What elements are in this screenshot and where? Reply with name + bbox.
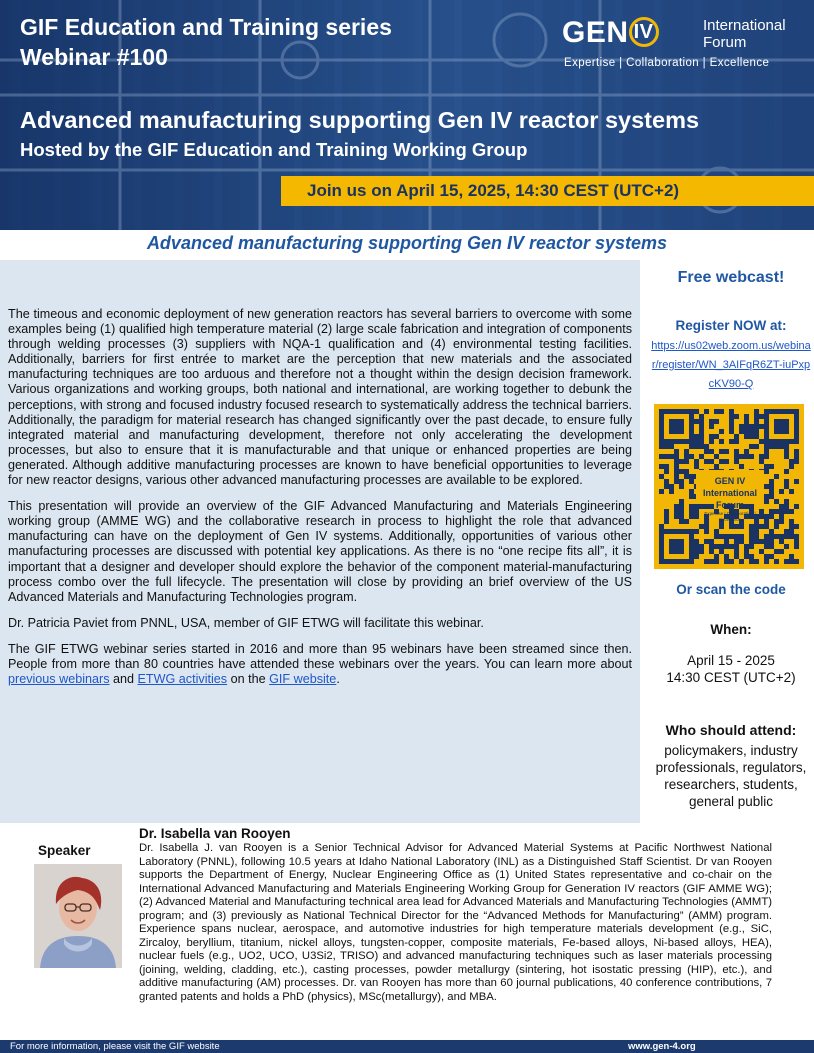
speaker-label: Speaker <box>38 843 91 858</box>
logo-subtitle <box>703 17 786 51</box>
when-value <box>648 652 814 686</box>
speaker-portrait-illustration <box>34 864 122 968</box>
qr-logo-text: GEN IV International Forum <box>702 476 757 510</box>
series-text-c: on the <box>227 672 270 687</box>
event-date: April 15 - 2025 <box>687 653 775 668</box>
series-paragraph <box>8 642 632 687</box>
footer-website-link[interactable]: www.gen-4.org <box>628 1041 696 1052</box>
gif-website-link[interactable]: GIF website <box>269 672 337 687</box>
registration-link[interactable]: https://us02web.zoom.us/webinar/register/WN_3AIFqR6ZT-iuPxpcKV90-Q <box>651 340 811 390</box>
logo-international-text: International <box>703 17 786 34</box>
logo-gen-text: GEN <box>562 16 629 49</box>
abstract-paragraph-2: This presentation will provide an overview of the GIF Advanced Manufacturing and Materials Engineering working group (AMME WG) and the collaborative research in process to highlight the role that advanced manufacturing can have on the deployment of Gen IV systems. Additionally, opportunities of various other manufacturing processes are discussed with potential key applications. As there is no “one recipe fits all”, it is important that a designer and developer should explore the behavior of the component material-manufacturing process combo over the full lifecycle. The presentation will close by providing an brief overview of the US Advanced Materials and Manufacturing Technologies program. <box>8 499 632 604</box>
qr-code[interactable] <box>654 404 804 569</box>
join-date-banner: Join us on April 15, 2025, 14:30 CEST (UTC+2) <box>281 176 814 206</box>
scan-code-label: Or scan the code <box>676 582 786 597</box>
series-text-d: . <box>336 672 340 687</box>
etwg-activities-link[interactable]: ETWG activities <box>137 672 228 687</box>
logo-tagline: Expertise | Collaboration | Excellence <box>564 57 770 69</box>
header-banner <box>0 0 814 230</box>
previous-webinars-link[interactable]: previous webinars <box>8 672 110 687</box>
series-text-a: The GIF ETWG webinar series started in 2016 and more than 95 webinars have been streamed since then. People from more than 80 countries have attended these webinars over the years. You can learn more about <box>8 641 632 671</box>
speaker-bio: Dr. Isabella J. van Rooyen is a Senior Technical Advisor for Advanced Material Systems at Pacific Northwest National Laboratory (PNNL), following 10.5 years at Idaho National Laboratory (INL) as a Distinguished Staff Scientist. Dr van Rooyen supports the Department of Energy, Nuclear Engineering Office as (1) United States representative and co-chair on the International Advanced Manufacturing and Materials Engineering Working Group for Generation IV reactors (GIF AMME WG); (2) Advanced Material and Manufacturing technical area lead for Advanced Materials and Manufacturing Technologies (AMMT) program; and (3) previously as National Technical Director for the “Advanced Methods for Manufacturing” (AMM) program. Experience spans nuclear, aerospace, and automotive industries for high temperature materials development (e.g., SiC, Zircaloy, beryllium, titanium, nickel alloys, tungsten-copper, composite materials, Fe-based alloys, Ni-based alloys, HEA), nuclear fuels (e.g., UO2, UCO, U3Si2, TRISO) and advanced manufacturing techniques such as laser materials processing (joining, welding, cladding, etc.), casting processes, powder metallurgy (sintering, hot isostatic pressing (HIP), etc.), and additive manufacturing (AM) processes. Dr. van Rooyen has more than 60 journal publications, 40 conference contributions, 7 granted patents and holds a PhD (physics), MSc(metallurgy), and MBA. <box>139 842 772 1003</box>
event-time: 14:30 CEST (UTC+2) <box>666 670 796 685</box>
qr-logo-tagline: Expertise | Collaboration | Excellence <box>704 511 756 522</box>
section-subtitle: Advanced manufacturing supporting Gen IV reactor systems <box>146 233 668 253</box>
abstract-paragraph-1: The timeous and economic deployment of new generation reactors has several barriers to overcome with some examples being (1) qualified high temperature material (2) large scale fabrication and integration of components through welding processes (3) suppliers with NQA-1 qualification and (4) environmental testing facilities. Additionally, barriers for first entrée to market are the perception that new materials and the associated manufacturing techniques are too arduous and therefore not a thought within the design decision framework. Various organizations and working groups, both national and international, are working together to debunk the perceptions, with strong and focused industry focused research to systematically address the technical barriers. Additionally, the paradigm for material research has changed significantly over the past decade, to ensure fully integrated material and manufacturing development, therefore not only accelerating the development processes, but also to ensure that it is manufacturable and that unique or enhanced properties are being generated. Although additive manufacturing processes are known to have beneficial opportunities to leverage for new reactor designs, various other advanced manufacturing processes are available to be explored. <box>8 307 632 488</box>
series-title <box>20 12 392 72</box>
webinar-title: Advanced manufacturing supporting Gen IV reactor systems <box>20 107 700 133</box>
series-text-b: and <box>109 672 138 687</box>
footer-bar <box>0 1040 814 1053</box>
register-label: Register NOW at: <box>675 318 787 333</box>
logo-ring-icon <box>629 17 659 47</box>
when-label: When: <box>710 622 752 637</box>
footer-info-text: For more information, please visit the GIF website <box>10 1041 220 1052</box>
audience-label: Who should attend: <box>665 722 797 738</box>
speaker-name: Dr. Isabella van Rooyen <box>139 826 291 841</box>
series-line-1: GIF Education and Training series <box>20 14 392 40</box>
logo-forum-text: Forum <box>703 34 747 51</box>
facilitator-paragraph: Dr. Patricia Paviet from PNNL, USA, member of GIF ETWG will facilitate this webinar. <box>8 615 484 630</box>
qr-center-logo <box>696 470 764 522</box>
speaker-photo <box>34 864 122 968</box>
webinar-number: Webinar #100 <box>20 44 168 70</box>
hosted-by: Hosted by the GIF Education and Training Working Group <box>20 139 528 160</box>
abstract-panel <box>0 260 640 823</box>
free-webcast-label: Free webcast! <box>677 269 785 286</box>
gif-logo <box>562 14 806 74</box>
logo-mark <box>562 14 659 52</box>
audience-value: policymakers, industry professionals, regulators, researchers, students, general public <box>655 743 807 809</box>
logo-iv-text: IV <box>633 21 654 43</box>
